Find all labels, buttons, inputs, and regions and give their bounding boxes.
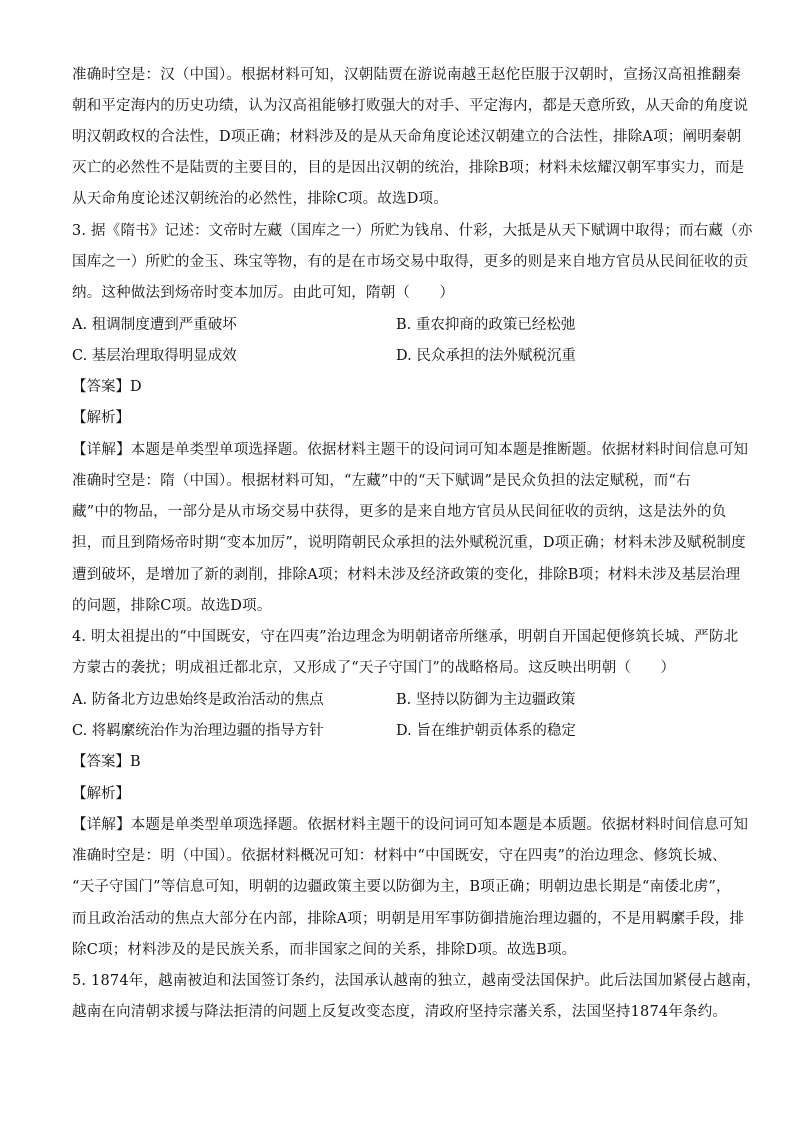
q3-detail-line: 遭到破坏，是增加了新的剥削，排除A项；材料未涉及经济政策的变化，排除B项；材料未涉及基层治理 (72, 567, 741, 583)
q4-analysis-label: 【解析】 (72, 786, 130, 802)
explanation-line: 准确时空是：汉（中国）。根据材料可知，汉朝陆贾在游说南越王赵佗臣服于汉朝时，宣扬汉高祖推翻秦 (72, 67, 741, 83)
question-3-stem: 国库之一）所贮的金玉、珠宝等物，有的是在市场交易中取得，更多的则是来自地方官员从民间征收的贡 (72, 254, 749, 270)
q3-option-c: C. 基层治理取得明显成效 (72, 348, 237, 364)
question-5-stem: 5. 1874年，越南被迫和法国签订条约，法国承认越南的独立，越南受法国保护。此后法国加紧侵占越南， (72, 973, 761, 989)
q3-detail-line: 担，而且到隋炀帝时期“变本加厉”，说明隋朝民众承担的法外赋税沉重，D项正确；材料未涉及赋税制度 (72, 535, 746, 551)
q4-option-a: A. 防备北方边患始终是政治活动的焦点 (72, 692, 324, 708)
q4-answer: 【答案】B (72, 754, 141, 770)
q3-answer: 【答案】D (72, 379, 142, 395)
q3-option-b: B. 重农抑商的政策已经松弛 (396, 317, 576, 333)
q3-option-d: D. 民众承担的法外赋税沉重 (396, 348, 576, 364)
q4-detail-line: 除C项；材料涉及的是民族关系，而非国家之间的关系，排除D项。故选B项。 (72, 942, 577, 958)
q4-detail-line: 【详解】本题是单类型单项选择题。依据材料主题干的设问词可知本题是本质题。依据材料时间信息可知 (72, 817, 749, 833)
q4-option-c: C. 将羁縻统治作为治理边疆的指导方针 (72, 723, 324, 739)
question-5-stem: 越南在向清朝求援与降法拒清的问题上反复改变态度，清政府坚持宗藩关系，法国坚持1874年条约。 (72, 1004, 728, 1020)
explanation-line: 朝和平定海内的历史功绩，认为汉高祖能够打败强大的对手、平定海内，都是天意所致，从天命的角度说 (72, 98, 749, 114)
q4-option-d: D. 旨在维护朝贡体系的稳定 (396, 723, 576, 739)
q4-detail-line: “天子守国门”等信息可知，明朝的边疆政策主要以防御为主，B项正确；明朝边患长期是“南倭北虏”， (72, 879, 731, 895)
q4-detail-line: 而且政治活动的焦点大部分在内部，排除A项；明朝是用军事防御措施治理边疆的，不是用羁縻手段，排 (72, 911, 745, 927)
question-3-stem: 3. 据《隋书》记述：文帝时左藏（国库之一）所贮为钱帛、什彩，大抵是从天下赋调中取得；而右藏（亦 (72, 223, 753, 239)
q3-detail-line: 的问题，排除C项。故选D项。 (72, 598, 272, 614)
question-4-stem: 4. 明太祖提出的“中国既安，守在四夷”治边理念为明朝诸帝所继承，明朝自开国起便修筑长城、严防北 (72, 629, 739, 645)
q4-detail-line: 准确时空是：明（中国）。依据材料概况可知：材料中“中国既安，守在四夷”的治边理念、修筑长城、 (72, 848, 727, 864)
q4-option-b: B. 坚持以防御为主边疆政策 (396, 692, 576, 708)
explanation-line: 从天命角度论述汉朝统治的必然性，排除C项。故选D项。 (72, 191, 448, 207)
question-3-stem: 纳。这种做法到炀帝时变本加厉。由此可知，隋朝（ ） (72, 285, 455, 301)
explanation-line: 明汉朝政权的合法性，D项正确；材料涉及的是从天命角度论述汉朝建立的合法性，排除A项；阐明秦朝 (72, 129, 742, 145)
explanation-line: 灭亡的必然性不是陆贾的主要目的，目的是因出汉朝的统治，排除B项；材料未炫耀汉朝军事实力，而是 (72, 160, 745, 176)
q3-detail-line: 【详解】本题是单类型单项选择题。依据材料主题干的设问词可知本题是推断题。依据材料时间信息可知 (72, 442, 749, 458)
q3-analysis-label: 【解析】 (72, 410, 130, 426)
question-4-stem: 方蒙古的袭扰；明成祖迁都北京，又形成了“天子守国门”的战略格局。这反映出明朝（ ） (72, 660, 676, 676)
q3-detail-line: 准确时空是：隋（中国）。根据材料可知，“左藏”中的“天下赋调”是民众负担的法定赋税，而“右 (72, 473, 691, 489)
q3-option-a: A. 租调制度遭到严重破坏 (72, 317, 237, 333)
q3-detail-line: 藏”中的物品，一部分是从市场交易中获得，更多的是来自地方官员从民间征收的贡纳，这是法外的负 (72, 504, 727, 520)
